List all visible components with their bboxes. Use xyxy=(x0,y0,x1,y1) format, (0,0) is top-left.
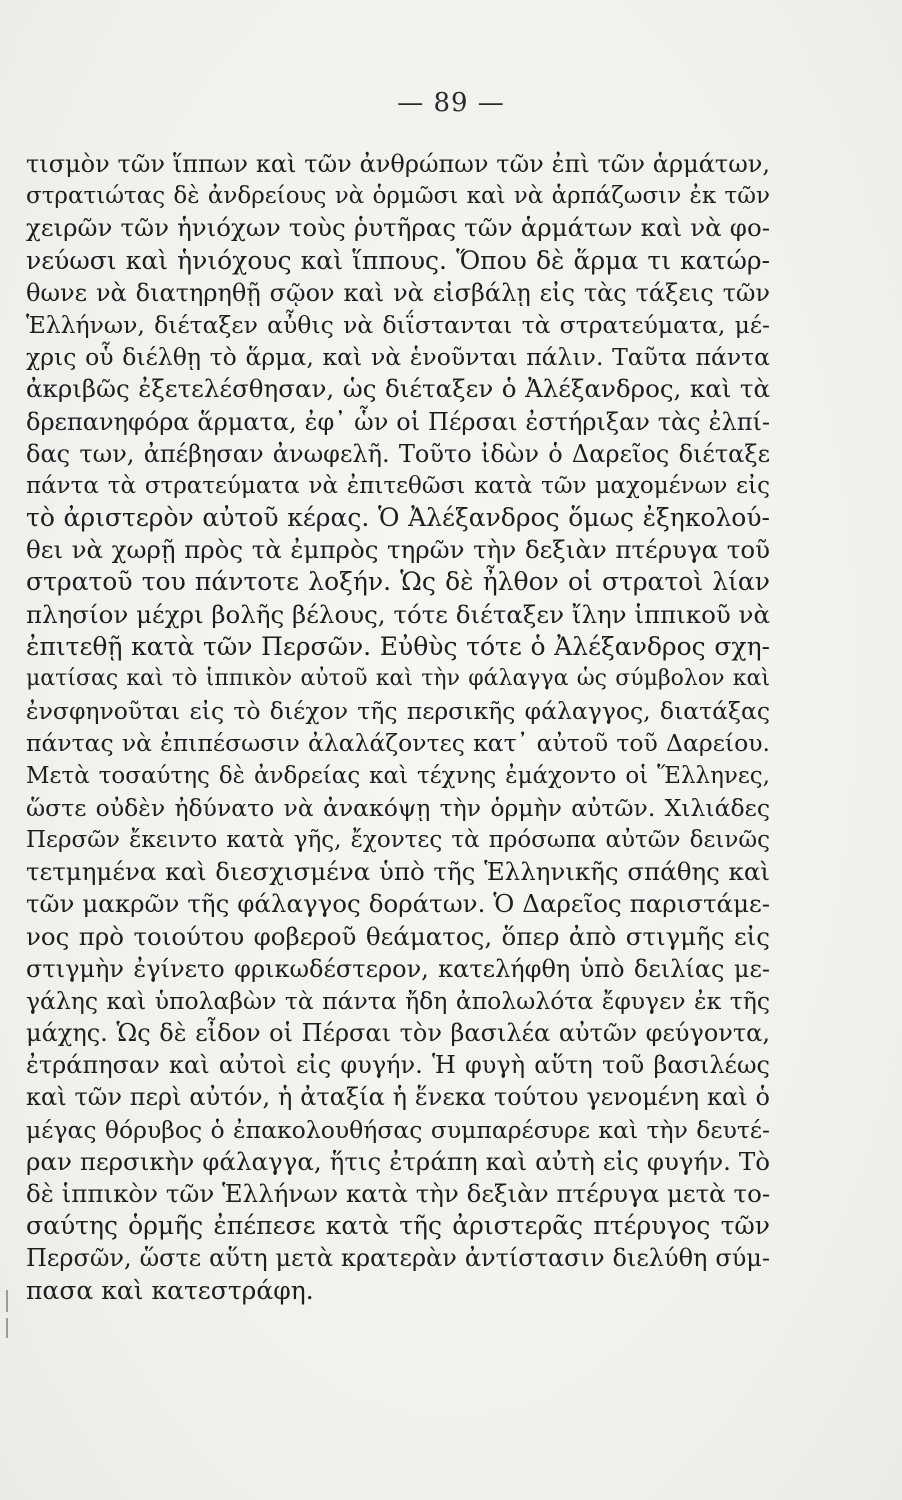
text-line: ἀκριβῶς ἐξετελέσθησαν, ὡς διέταξεν ὁ Ἀλέξανδρος, καὶ τὰ xyxy=(26,374,770,404)
text-line: ἐνσφηνοῦται εἰς τὸ διέχον τῆς περσικῆς φάλαγγος, διατάξας xyxy=(26,697,770,726)
text-line: καὶ τῶν περὶ αὐτόν, ἡ ἀταξία ἡ ἕνεκα τούτου γενομένη καὶ ὁ xyxy=(26,1083,770,1112)
text-line: ἐπιτεθῇ κατὰ τῶν Περσῶν. Εὐθὺς τότε ὁ Ἀλέξανδρος σχη- xyxy=(26,631,770,661)
text-line: τῶν μακρῶν τῆς φάλαγγος δοράτων. Ὁ Δαρεῖος παριστάμε- xyxy=(26,889,770,919)
text-line: ματίσας καὶ τὸ ἱππικὸν αὐτοῦ καὶ τὴν φάλαγγα ὡς σύμβολον καὶ xyxy=(26,666,770,691)
text-line: τισμὸν τῶν ἵππων καὶ τῶν ἀνθρώπων τῶν ἐπὶ τῶν ἁρμάτων, xyxy=(26,150,770,178)
body-text xyxy=(26,148,770,1307)
margin-scan-mark xyxy=(6,1290,8,1312)
text-line: τετμημένα καὶ διεσχισμένα ὑπὸ τῆς Ἑλληνικῆς σπάθης καὶ xyxy=(26,857,770,887)
text-line: πλησίον μέχρι βολῆς βέλους, τότε διέταξεν ἴλην ἱππικοῦ νὰ xyxy=(26,599,770,629)
text-line: δὲ ἱππικὸν τῶν Ἑλλήνων κατὰ τὴν δεξιὰν πτέρυγα μετὰ το- xyxy=(26,1179,771,1208)
page-number: — 89 — xyxy=(397,88,505,118)
text-line-last: πασα καὶ κατεστράφη. xyxy=(26,1275,314,1305)
text-line: στιγμὴν ἐγίνετο φρικωδέστερον, κατελήφθη ὑπὸ δειλίας με- xyxy=(26,954,770,983)
text-line: τὸ ἀριστερὸν αὐτοῦ κέρας. Ὁ Ἀλέξανδρος ὅμως ἐξηκολού- xyxy=(26,503,770,533)
text-line: μάχης. Ὡς δὲ εἶδον οἱ Πέρσαι τὸν βασιλέα αὐτῶν φεύγοντα, xyxy=(26,1019,770,1048)
text-line: πάντα τὰ στρατεύματα νὰ ἐπιτεθῶσι κατὰ τῶν μαχομένων εἰς xyxy=(26,472,770,499)
text-line: θει νὰ χωρῇ πρὸς τὰ ἐμπρὸς τηρῶν τὴν δεξιὰν πτέρυγα τοῦ xyxy=(26,535,770,565)
text-line: στρατοῦ του πάντοτε λοξήν. Ὡς δὲ ἦλθον οἱ στρατοὶ λίαν xyxy=(26,567,770,597)
text-line: χειρῶν τῶν ἡνιόχων τοὺς ῥυτῆρας τῶν ἁρμάτων καὶ νὰ φο- xyxy=(26,213,770,243)
text-line: πάντας νὰ ἐπιπέσωσιν ἀλαλάζοντες κατ᾽ αὐτοῦ τοῦ Δαρείου. xyxy=(26,729,770,758)
text-line: ὥστε οὐδὲν ἠδύνατο νὰ ἀνακόψῃ τὴν ὁρμὴν αὐτῶν. Χιλιάδες xyxy=(26,793,770,822)
text-line: δας των, ἀπέβησαν ἀνωφελῆ. Τοῦτο ἰδὼν ὁ Δαρεῖος διέταξε xyxy=(26,439,770,468)
text-line: νεύωσι καὶ ἡνιόχους καὶ ἵππους. Ὅπου δὲ ἅρμα τι κατώρ- xyxy=(26,245,770,275)
text-line: σαύτης ὁρμῆς ἐπέπεσε κατὰ τῆς ἀριστερᾶς πτέρυγος τῶν xyxy=(26,1211,770,1241)
text-line: Περσῶν ἔκειντο κατὰ γῆς, ἔχοντες τὰ πρόσωπα αὐτῶν δεινῶς xyxy=(26,826,770,853)
text-line: νος πρὸ τοιούτου φοβεροῦ θεάματος, ὅπερ ἀπὸ στιγμῆς εἰς xyxy=(26,921,770,951)
text-line: χρις οὗ διέλθῃ τὸ ἅρμα, καὶ νὰ ἑνοῦνται πάλιν. Ταῦτα πάντα xyxy=(26,343,770,372)
text-line: Μετὰ τοσαύτης δὲ ἀνδρείας καὶ τέχνης ἐμάχοντο οἱ Ἕλληνες, xyxy=(26,762,770,789)
text-line: δρεπανηφόρα ἅρματα, ἐφ᾽ ὧν οἱ Πέρσαι ἐστήριξαν τὰς ἐλπί- xyxy=(26,407,770,436)
text-line: Περσῶν, ὥστε αὕτη μετὰ κρατερὰν ἀντίστασιν διελύθη σύμ- xyxy=(26,1244,770,1273)
text-line: ἐτράπησαν καὶ αὐτοὶ εἰς φυγήν. Ἡ φυγὴ αὕτη τοῦ βασιλέως xyxy=(26,1051,770,1080)
text-line: γάλης καὶ ὑπολαβὼν τὰ πάντα ἤδη ἀπολωλότα ἔφυγεν ἐκ τῆς xyxy=(26,986,770,1015)
margin-scan-mark xyxy=(6,1318,8,1338)
text-line: στρατιώτας δὲ ἀνδρείους νὰ ὁρμῶσι καὶ νὰ ἁρπάζωσιν ἐκ τῶν xyxy=(26,183,770,210)
text-line: μέγας θόρυβος ὁ ἐπακολουθήσας συμπαρέσυρε καὶ τὴν δευτέ- xyxy=(26,1115,770,1144)
text-line: Ἑλλήνων, διέταξεν αὖθις νὰ διΐστανται τὰ στρατεύματα, μέ- xyxy=(26,310,770,339)
text-line: θωνε νὰ διατηρηθῇ σῷον καὶ νὰ εἰσβάλῃ εἰς τὰς τάξεις τῶν xyxy=(26,278,770,307)
text-line: ραν περσικὴν φάλαγγα, ἥτις ἐτράπη καὶ αὐτὴ εἰς φυγήν. Τὸ xyxy=(26,1146,770,1176)
